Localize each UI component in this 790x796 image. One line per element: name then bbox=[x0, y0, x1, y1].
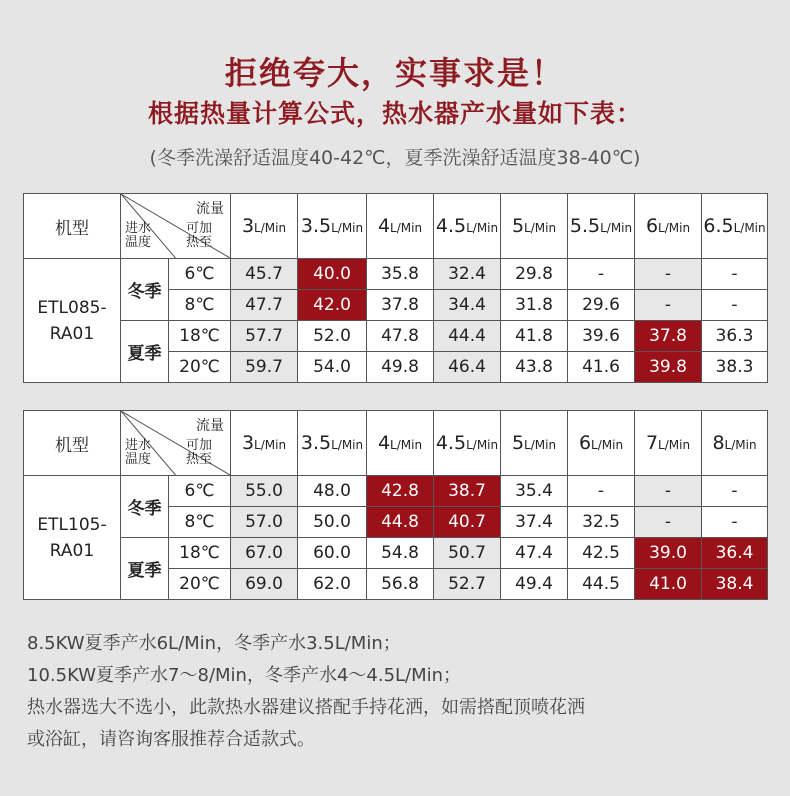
page-subtitle: 根据热量计算公式，热水器产水量如下表： bbox=[147, 99, 642, 128]
flow-rate-header: 5L/Min bbox=[501, 411, 568, 476]
value-cell: 49.8 bbox=[367, 352, 434, 383]
season-label: 夏季 bbox=[121, 538, 169, 600]
note-line: 10.5KW夏季产水7～8/Min，冬季产水4～4.5L/Min； bbox=[27, 665, 462, 686]
inlet-temp-header: 进水 温度 bbox=[125, 438, 152, 467]
inlet-temp: 8℃ bbox=[169, 507, 231, 538]
value-cell: 44.5 bbox=[568, 569, 635, 600]
flow-rate-header: 3.5L/Min bbox=[298, 411, 367, 476]
season-label: 冬季 bbox=[121, 476, 169, 538]
value-cell: - bbox=[702, 290, 768, 321]
flow-rate-header: 4.5L/Min bbox=[434, 194, 501, 259]
highlighted-value-cell: 40.7 bbox=[434, 507, 501, 538]
table-row bbox=[24, 538, 768, 569]
value-cell: 35.4 bbox=[501, 476, 568, 507]
table-row bbox=[24, 321, 768, 352]
season-label: 夏季 bbox=[121, 321, 169, 383]
heat-header: 可加 热至 bbox=[185, 221, 212, 250]
value-cell: - bbox=[635, 259, 702, 290]
value-cell: - bbox=[568, 476, 635, 507]
flow-rate-header: 3L/Min bbox=[231, 411, 298, 476]
value-cell: 62.0 bbox=[298, 569, 367, 600]
flow-rate-header: 3.5L/Min bbox=[298, 194, 367, 259]
highlighted-value-cell: 37.8 bbox=[635, 321, 702, 352]
header-diagonal-cell bbox=[121, 411, 231, 476]
value-cell: - bbox=[702, 507, 768, 538]
value-cell: - bbox=[702, 476, 768, 507]
flow-rate-header: 4L/Min bbox=[367, 194, 434, 259]
value-cell: 39.6 bbox=[568, 321, 635, 352]
value-cell: 52.7 bbox=[434, 569, 501, 600]
highlighted-value-cell: 41.0 bbox=[635, 569, 702, 600]
flow-rate-header: 6.5L/Min bbox=[702, 194, 768, 259]
value-cell: 29.6 bbox=[568, 290, 635, 321]
value-cell: 50.7 bbox=[434, 538, 501, 569]
value-cell: 48.0 bbox=[298, 476, 367, 507]
table-row bbox=[24, 259, 768, 290]
value-cell: 56.8 bbox=[367, 569, 434, 600]
flow-rate-header: 7L/Min bbox=[635, 411, 702, 476]
flow-rate-header: 5.5L/Min bbox=[568, 194, 635, 259]
value-cell: 31.8 bbox=[501, 290, 568, 321]
highlighted-value-cell: 42.8 bbox=[367, 476, 434, 507]
value-cell: 69.0 bbox=[231, 569, 298, 600]
value-cell: 29.8 bbox=[501, 259, 568, 290]
value-cell: 37.4 bbox=[501, 507, 568, 538]
value-cell: - bbox=[635, 476, 702, 507]
value-cell: 37.8 bbox=[367, 290, 434, 321]
value-cell: 32.4 bbox=[434, 259, 501, 290]
value-cell: 42.5 bbox=[568, 538, 635, 569]
value-cell: 32.5 bbox=[568, 507, 635, 538]
value-cell: 47.8 bbox=[367, 321, 434, 352]
inlet-temp: 8℃ bbox=[169, 290, 231, 321]
highlighted-value-cell: 38.4 bbox=[702, 569, 768, 600]
value-cell: 47.4 bbox=[501, 538, 568, 569]
model-name: ETL085- RA01 bbox=[24, 259, 121, 383]
table-row bbox=[24, 476, 768, 507]
value-cell: 54.8 bbox=[367, 538, 434, 569]
inlet-temp-header: 进水 温度 bbox=[125, 221, 152, 250]
model-name: ETL105- RA01 bbox=[24, 476, 121, 600]
flow-header: 流量 bbox=[196, 418, 224, 434]
inlet-temp: 6℃ bbox=[169, 259, 231, 290]
notes bbox=[27, 628, 767, 756]
value-cell: 41.8 bbox=[501, 321, 568, 352]
value-cell: 38.3 bbox=[702, 352, 768, 383]
page-title: 拒绝夸大，实事求是！ bbox=[224, 54, 565, 92]
value-cell: 49.4 bbox=[501, 569, 568, 600]
header-diagonal-cell bbox=[121, 194, 231, 259]
output-table bbox=[23, 410, 768, 600]
model-header: 机型 bbox=[24, 411, 121, 476]
highlighted-value-cell: 42.0 bbox=[298, 290, 367, 321]
flow-header: 流量 bbox=[196, 201, 224, 217]
value-cell: 41.6 bbox=[568, 352, 635, 383]
note-line: 热水器选大不选小，此款热水器建议搭配手持花洒，如需搭配顶喷花洒 bbox=[27, 697, 585, 718]
note-line: 8.5KW夏季产水6L/Min，冬季产水3.5L/Min； bbox=[27, 633, 401, 654]
highlighted-value-cell: 39.0 bbox=[635, 538, 702, 569]
value-cell: 52.0 bbox=[298, 321, 367, 352]
value-cell: 60.0 bbox=[298, 538, 367, 569]
value-cell: 45.7 bbox=[231, 259, 298, 290]
inlet-temp: 18℃ bbox=[169, 538, 231, 569]
value-cell: 59.7 bbox=[231, 352, 298, 383]
value-cell: 55.0 bbox=[231, 476, 298, 507]
flow-rate-header: 4.5L/Min bbox=[434, 411, 501, 476]
flow-rate-header: 6L/Min bbox=[568, 411, 635, 476]
inlet-temp: 20℃ bbox=[169, 352, 231, 383]
value-cell: - bbox=[635, 290, 702, 321]
value-cell: 57.0 bbox=[231, 507, 298, 538]
highlighted-value-cell: 38.7 bbox=[434, 476, 501, 507]
value-cell: - bbox=[568, 259, 635, 290]
comfort-note: (冬季洗澡舒适温度40-42℃，夏季洗澡舒适温度38-40℃) bbox=[149, 147, 641, 169]
flow-rate-header: 5L/Min bbox=[501, 194, 568, 259]
value-cell: 57.7 bbox=[231, 321, 298, 352]
inlet-temp: 6℃ bbox=[169, 476, 231, 507]
heat-header: 可加 热至 bbox=[185, 438, 212, 467]
season-label: 冬季 bbox=[121, 259, 169, 321]
output-table bbox=[23, 193, 768, 383]
inlet-temp: 18℃ bbox=[169, 321, 231, 352]
value-cell: 36.3 bbox=[702, 321, 768, 352]
flow-rate-header: 3L/Min bbox=[231, 194, 298, 259]
flow-rate-header: 4L/Min bbox=[367, 411, 434, 476]
model-header: 机型 bbox=[24, 194, 121, 259]
value-cell: 35.8 bbox=[367, 259, 434, 290]
highlighted-value-cell: 36.4 bbox=[702, 538, 768, 569]
highlighted-value-cell: 39.8 bbox=[635, 352, 702, 383]
value-cell: 43.8 bbox=[501, 352, 568, 383]
highlighted-value-cell: 44.8 bbox=[367, 507, 434, 538]
value-cell: 50.0 bbox=[298, 507, 367, 538]
value-cell: - bbox=[635, 507, 702, 538]
inlet-temp: 20℃ bbox=[169, 569, 231, 600]
value-cell: 34.4 bbox=[434, 290, 501, 321]
value-cell: 46.4 bbox=[434, 352, 501, 383]
value-cell: 67.0 bbox=[231, 538, 298, 569]
value-cell: - bbox=[702, 259, 768, 290]
flow-rate-header: 8L/Min bbox=[702, 411, 768, 476]
flow-rate-header: 6L/Min bbox=[635, 194, 702, 259]
highlighted-value-cell: 40.0 bbox=[298, 259, 367, 290]
value-cell: 44.4 bbox=[434, 321, 501, 352]
note-line: 或浴缸，请咨询客服推荐合适款式。 bbox=[27, 729, 315, 750]
value-cell: 47.7 bbox=[231, 290, 298, 321]
value-cell: 54.0 bbox=[298, 352, 367, 383]
